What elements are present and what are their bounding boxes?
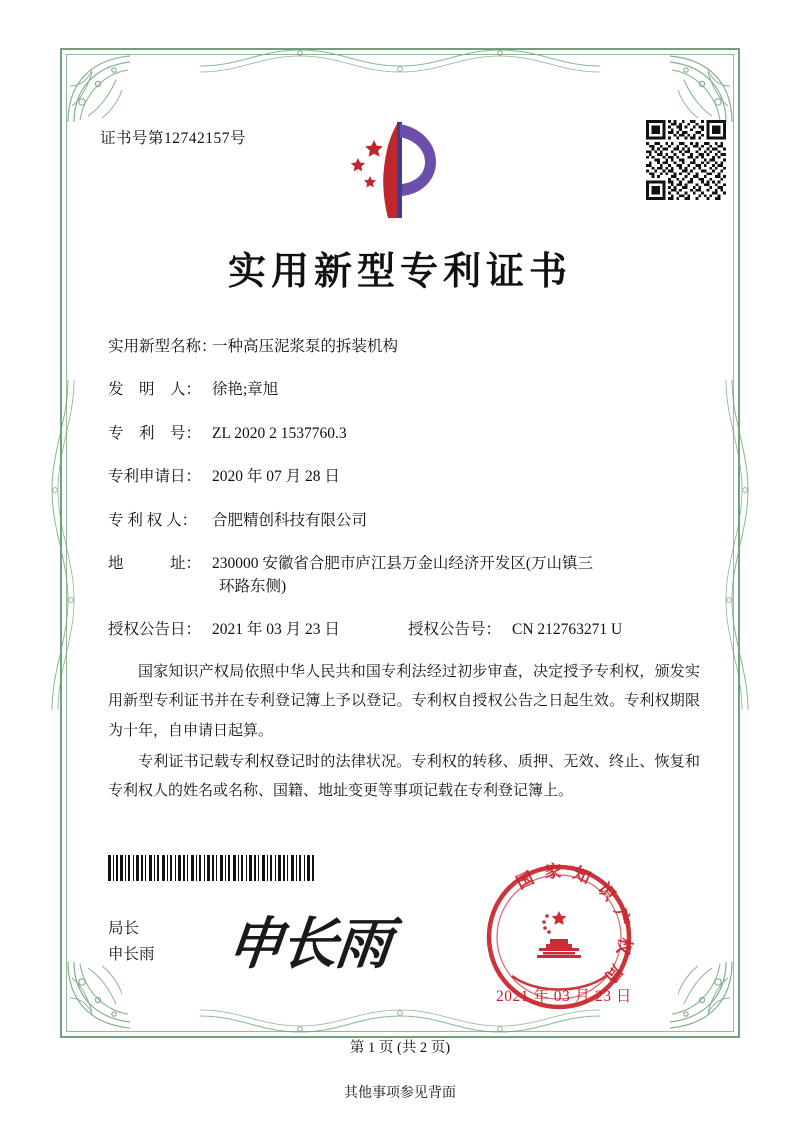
field-patentee [108, 510, 708, 532]
address-line-1: 230000 安徽省合肥市庐江县万金山经济开发区(万山镇三 [212, 555, 594, 573]
field-label: 授权公告号： [408, 621, 502, 639]
field-label: 实用新型名称： [108, 338, 217, 355]
legal-text-block [108, 658, 700, 808]
edge-ornament-icon [200, 42, 600, 82]
edge-ornament-icon [44, 380, 84, 710]
field-value: 2021 年 03 月 23 日 [212, 621, 340, 639]
field-value: 合肥精创科技有限公司 [212, 511, 368, 529]
address-line-2: 环路东侧) [219, 577, 287, 595]
field-label: 专 利 权 人： [108, 511, 198, 529]
field-value: 一种高压泥浆泵的拆装机构 [212, 338, 399, 355]
barcode [108, 855, 316, 881]
field-utility-model-name [108, 336, 708, 358]
director-role-label: 局长 [108, 920, 140, 937]
svg-text:国家知识产权局: 国家知识产权局 [513, 861, 636, 995]
paragraph-grant: 国家知识产权局依照中华人民共和国专利法经过初步审查，决定授予专利权，颁发实用新型专利证书并在专利登记簿上予以登记。专利权自授权公告之日起生效。专利权期限为十年，自申请日起算。 [108, 664, 700, 739]
corner-ornament-icon [58, 46, 144, 132]
director-name: 申长雨 [108, 945, 155, 963]
signature-block [108, 916, 155, 967]
field-label: 地 址： [108, 555, 202, 573]
field-inventor [108, 379, 708, 401]
field-application-date [108, 466, 708, 488]
qr-code-icon [646, 120, 726, 200]
field-value: ZL 2020 2 1537760.3 [212, 424, 347, 442]
field-label: 发 明 人： [108, 381, 202, 399]
handwritten-signature: 申长雨 [223, 911, 393, 977]
field-grant-row [108, 619, 708, 641]
field-value: CN 212763271 U [512, 621, 623, 639]
field-address [108, 553, 708, 598]
certificate-number: 证书号第12742157号 [100, 130, 247, 147]
field-value [212, 553, 708, 598]
paragraph-register: 专利证书记载专利权登记时的法律状况。专利权的转移、质押、无效、终止、恢复和专利权人的姓名或名称、国籍、地址变更等事项记载在专利登记簿上。 [108, 753, 700, 799]
field-value: 2020 年 07 月 28 日 [212, 468, 340, 486]
page-title: 实用新型专利证书 [227, 249, 572, 293]
footnote: 其他事项参见背面 [344, 1086, 456, 1101]
fields-block [108, 336, 708, 660]
field-label: 专利申请日： [108, 468, 202, 486]
seal-date: 2021 年 03 月 23 日 [496, 988, 632, 1005]
edge-ornament-icon [716, 380, 756, 710]
cnipa-logo-icon [340, 118, 460, 222]
field-patent-number [108, 423, 708, 445]
field-label: 授权公告日： [108, 621, 202, 639]
field-value: 徐艳;章旭 [212, 381, 279, 399]
field-label: 专 利 号： [108, 424, 202, 442]
field-announcement-number [408, 619, 622, 641]
field-announcement-date [108, 619, 408, 641]
corner-ornament-icon [656, 952, 742, 1038]
page-number: 第 1 页 (共 2 页) [349, 1040, 451, 1056]
